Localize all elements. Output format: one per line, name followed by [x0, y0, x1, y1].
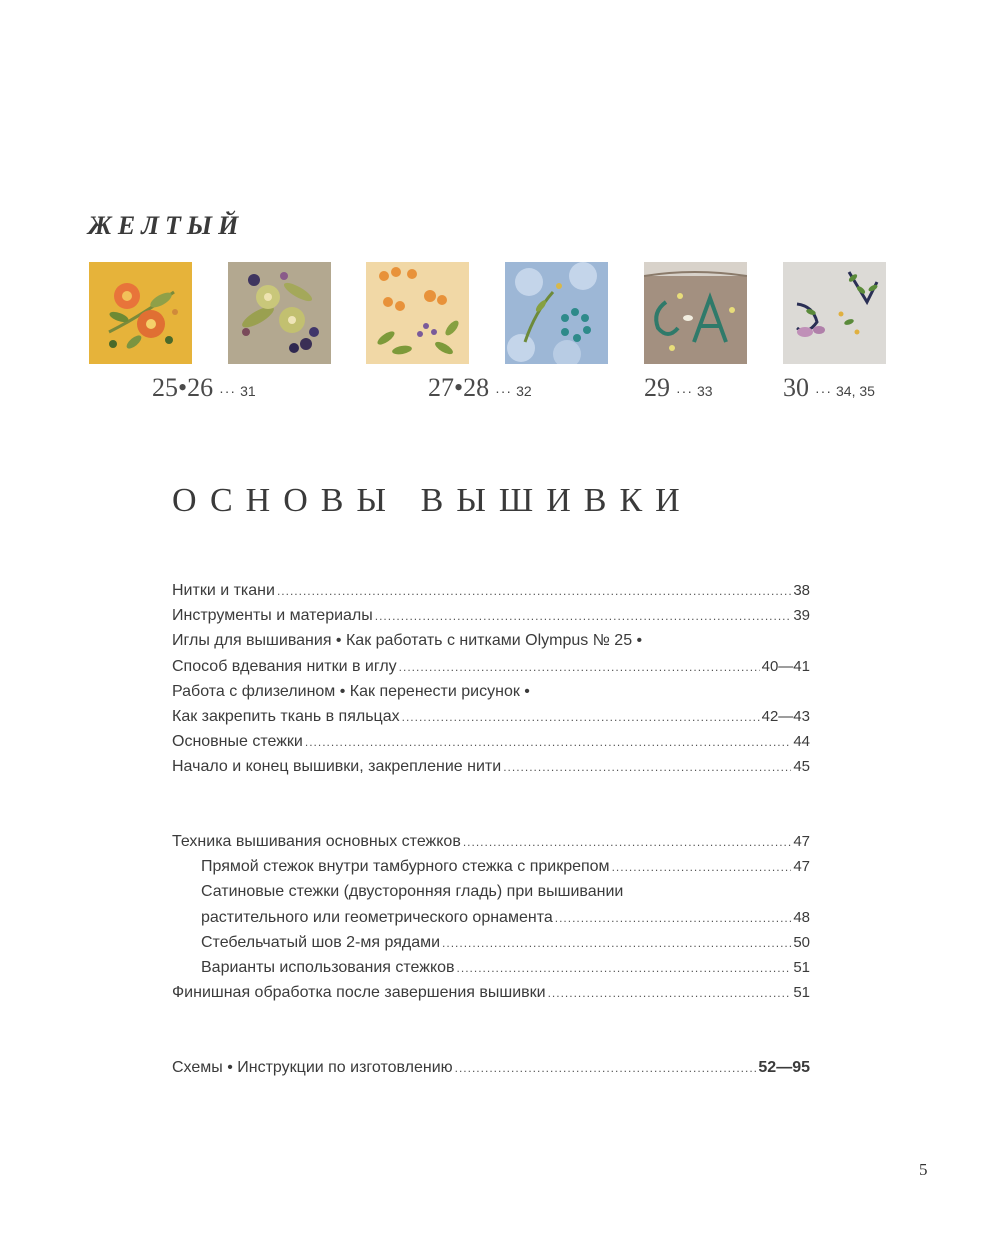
- toc-entry[interactable]: Схемы • Инструкции по изготовлению ..... 52—95: [172, 1055, 810, 1080]
- caption-dots: ···: [676, 383, 693, 399]
- toc-subentry[interactable]: Варианты использования стежков ..... 51: [172, 955, 810, 980]
- caption-dots: ···: [815, 383, 832, 399]
- caption-pages: 33: [697, 383, 713, 399]
- toc-entry[interactable]: Способ вдевания нитки в иглу ..... 40—41: [172, 654, 810, 679]
- toc-entry[interactable]: Нитки и ткани ..... 38: [172, 578, 810, 603]
- embroidery-photo-blue-fabric: [505, 262, 608, 364]
- embroidery-photo-linen-flowers: [228, 262, 331, 364]
- caption-27-28: [428, 373, 532, 403]
- toc-entry[interactable]: Начало и конец вышивки, закрепление нити ..... 45: [172, 754, 810, 779]
- caption-number: 30: [783, 373, 809, 402]
- page-number: 5: [919, 1160, 928, 1179]
- toc-subentry[interactable]: Стебельчатый шов 2-мя рядами ..... 50: [172, 930, 810, 955]
- toc-entry[interactable]: Финишная обработка после завершения вышивки ..... 51: [172, 980, 810, 1005]
- caption-dots: ···: [219, 383, 237, 399]
- toc-group-materials: [172, 578, 810, 780]
- embroidery-photo-pouch: [644, 262, 747, 364]
- toc-entry[interactable]: Работа с флизелином • Как перенести рисунок •: [172, 682, 530, 700]
- embroidery-photo-grey-fabric: [783, 262, 886, 364]
- toc-group-techniques: [172, 829, 810, 1005]
- caption-pages: 31: [240, 383, 256, 399]
- toc-subentry[interactable]: растительного или геометрического орнамента ..... 48: [172, 905, 810, 930]
- caption-pages: 32: [516, 383, 532, 399]
- toc-entry[interactable]: Инструменты и материалы ..... 39: [172, 603, 810, 628]
- toc-group-patterns: [172, 1055, 810, 1080]
- embroidery-photo-orange-letters: [366, 262, 469, 364]
- caption-number: 27•28: [428, 373, 490, 402]
- toc-entry[interactable]: Иглы для вышивания • Как работать с нитками Olympus № 25 •: [172, 632, 643, 650]
- embroidery-photo-orange-flowers: [89, 262, 192, 364]
- toc-entry[interactable]: Техника вышивания основных стежков ..... 47: [172, 829, 810, 854]
- toc-entry[interactable]: Основные стежки ..... 44: [172, 729, 810, 754]
- caption-29: [644, 373, 713, 403]
- caption-pages: 34, 35: [836, 383, 875, 399]
- toc-entry[interactable]: Как закрепить ткань в пяльцах ..... 42—43: [172, 704, 810, 729]
- caption-dots: ···: [495, 383, 513, 399]
- section-title-yellow: ЖЕЛТЫЙ: [88, 211, 245, 240]
- toc-subentry[interactable]: Прямой стежок внутри тамбурного стежка с прикрепом ..... 47: [172, 854, 810, 879]
- caption-25-26: [152, 373, 256, 403]
- caption-30: [783, 373, 875, 403]
- toc-subentry[interactable]: Сатиновые стежки (двусторонняя гладь) при вышивании: [201, 883, 624, 901]
- section-title-basics: ОСНОВЫ ВЫШИВКИ: [172, 482, 693, 519]
- caption-number: 25•26: [152, 373, 214, 402]
- caption-number: 29: [644, 373, 670, 402]
